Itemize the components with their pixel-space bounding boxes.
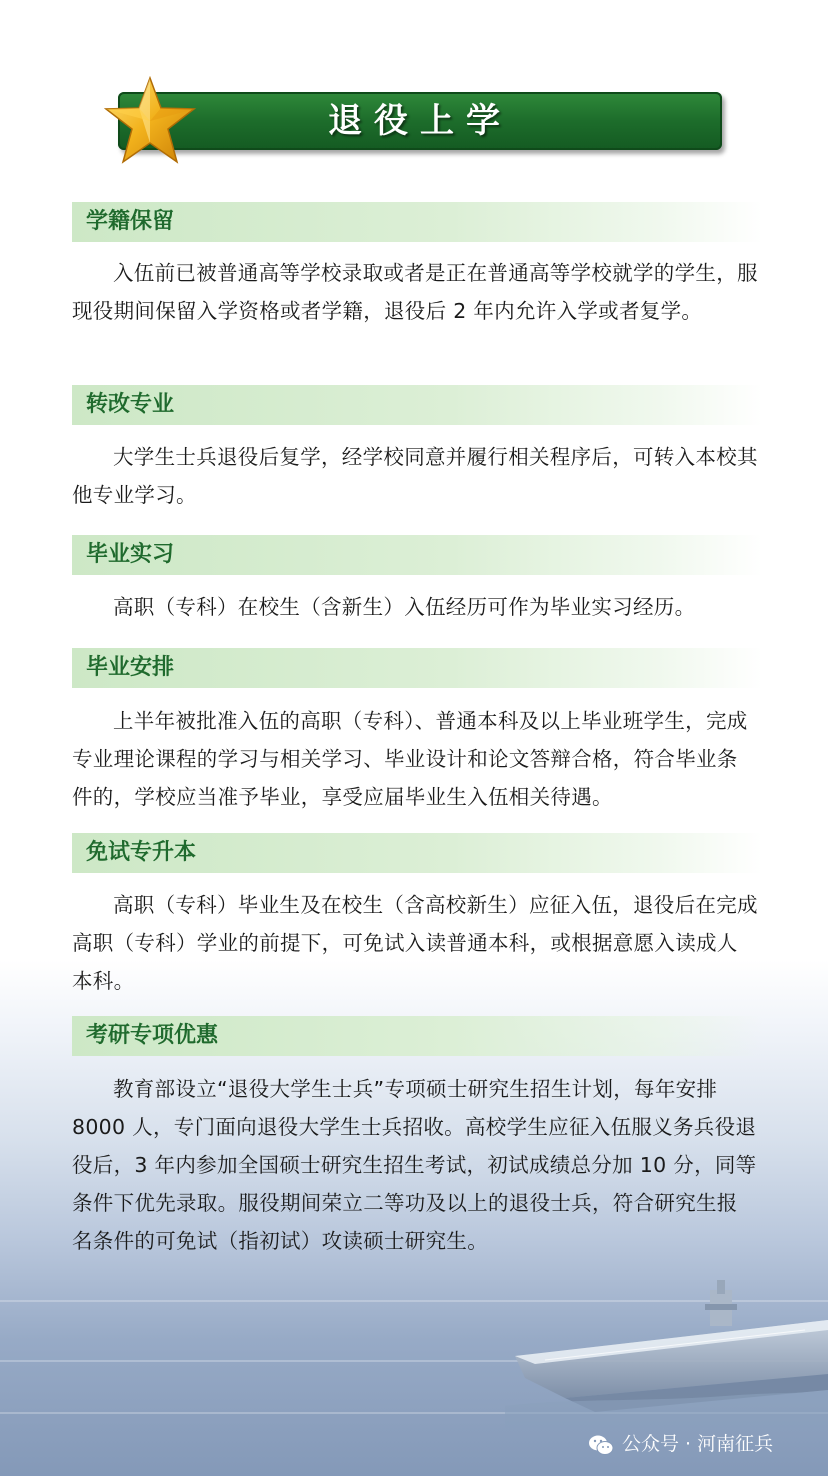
section-heading-biye [72,648,762,688]
section-heading-label: 毕业安排 [86,655,175,680]
aircraft-carrier-illustration [505,1278,828,1428]
footer-credit [588,1428,773,1460]
section-heading-label: 考研专项优惠 [86,1023,219,1048]
section-body-kaoyan: 教育部设立“退役大学生士兵”专项硕士研究生招生计划，每年安排 8000 人，专门面向退役大学生士兵招收。高校学生应征入伍服义务兵役退役后，3 年内参加全国硕士研究生招生考试，初试成绩总分加 10 分，同等条件下优先录取。服役期间荣立二等功及以上的退役士兵，符合研究生报名条件的可免试（指初试）攻读硕士研究生。 [72,1077,757,1253]
section-heading-shixi [72,535,762,575]
footer-label: 公众号 · 河南征兵 [622,1433,774,1455]
section-body-xueji: 入伍前已被普通高等学校录取或者是正在普通高等学校就学的学生，服现役期间保留入学资格或者学籍，退役后 2 年内允许入学或者复学。 [72,261,758,323]
wechat-icon [588,1434,614,1456]
title-banner [118,92,722,150]
section-heading-label: 转改专业 [86,392,175,417]
section-heading-zhuanshengben [72,833,762,873]
star-icon [104,76,196,164]
section-heading-zhuangai [72,385,762,425]
section-heading-kaoyan [72,1016,762,1056]
section-body-zhuangai: 大学生士兵退役后复学，经学校同意并履行相关程序后，可转入本校其他专业学习。 [72,445,758,507]
section-heading-xueji [72,202,762,242]
section-heading-label: 学籍保留 [86,209,175,234]
section-body-biye: 上半年被批准入伍的高职（专科）、普通本科及以上毕业班学生，完成专业理论课程的学习与相关学习、毕业设计和论文答辩合格，符合毕业条件的，学校应当准予毕业，享受应届毕业生入伍相关待遇。 [72,709,748,809]
section-heading-label: 免试专升本 [86,840,197,865]
section-body-shixi: 高职（专科）在校生（含新生）入伍经历可作为毕业实习经历。 [113,595,696,619]
section-heading-label: 毕业实习 [86,542,175,567]
page-title: 退役上学 [328,101,512,141]
section-body-zhuanshengben: 高职（专科）毕业生及在校生（含高校新生）应征入伍，退役后在完成高职（专科）学业的前提下，可免试入读普通本科，或根据意愿入读成人本科。 [72,893,758,993]
